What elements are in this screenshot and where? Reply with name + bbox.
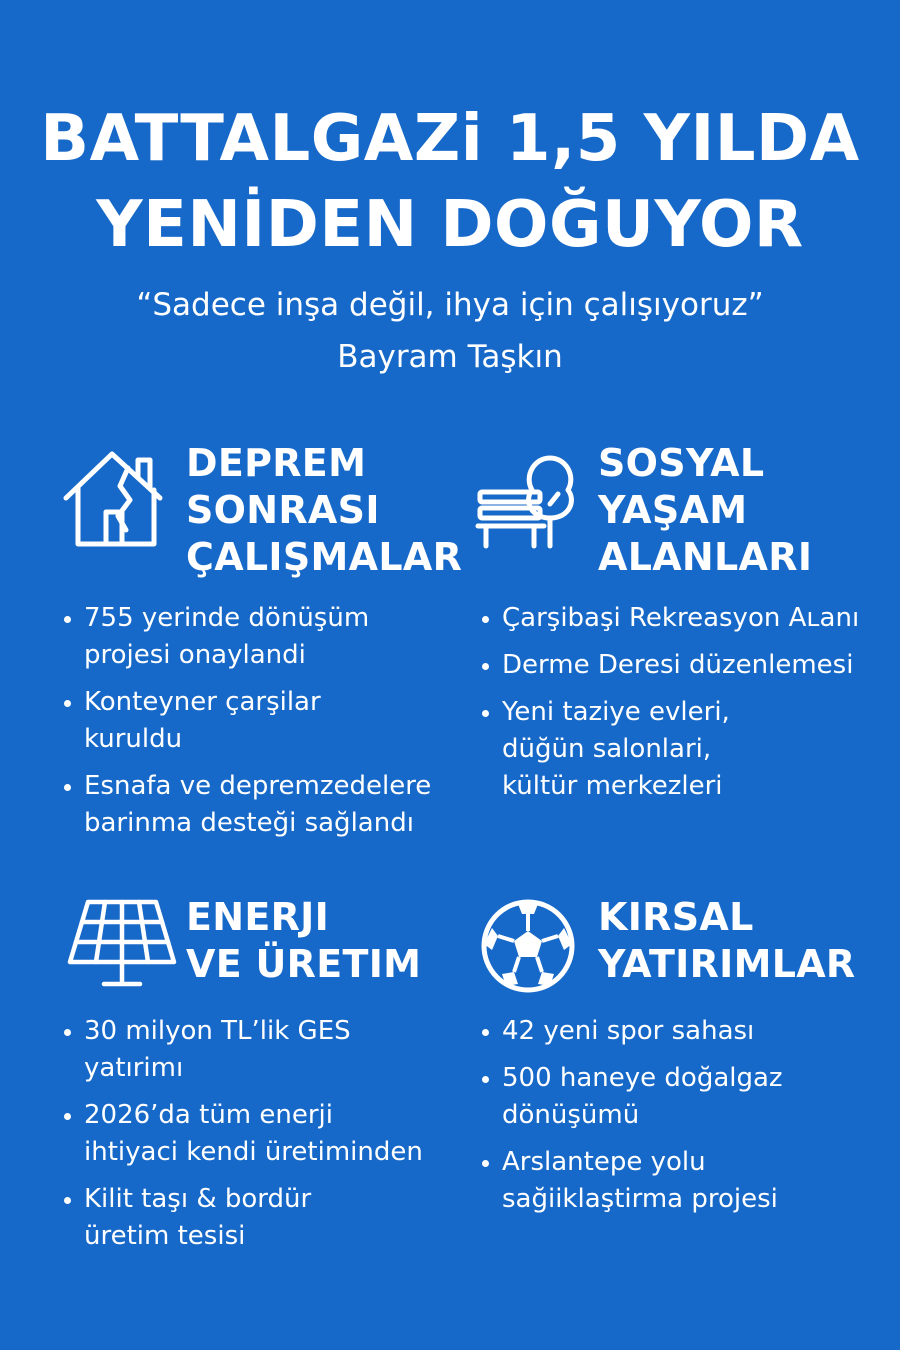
list-item: Kilit taşı & bordür üretim tesisi — [62, 1181, 423, 1255]
section-sosyal-heading: SOSYAL YAŞAM ALANLARI — [598, 441, 813, 579]
soccer-ball-icon — [480, 898, 576, 994]
list-item: Esnafa ve depremzedelere barinma desteği sağlandı — [62, 768, 431, 842]
list-item: Yeni taziye evleri, düğün salonlari, kültür merkezleri — [480, 694, 859, 805]
section-kirsal-heading: KIRSAL YATIRIMLAR — [598, 895, 856, 986]
section-kirsal-list — [480, 1013, 783, 1228]
list-item: 30 milyon TL’lik GES yatırimı — [62, 1013, 423, 1087]
list-item: Derme Deresi düzenlemesi — [480, 647, 859, 684]
section-sosyal-list — [480, 600, 859, 815]
section-deprem-list — [62, 600, 431, 852]
cracked-house-icon — [62, 446, 168, 550]
list-item: 42 yeni spor sahası — [480, 1013, 783, 1050]
list-item: 2026’da tüm enerji ihtiyaci kendi üretiminden — [62, 1097, 423, 1171]
section-deprem-heading: DEPREM SONRASI ÇALIŞMALAR — [186, 441, 463, 579]
page-title-line-2: YENİDEN DOĞUYOR — [96, 188, 804, 262]
list-item: Arslantepe yolu sağiiklaştirma projesi — [480, 1144, 783, 1218]
solar-panel-icon — [66, 898, 178, 990]
list-item: 500 haneye doğalgaz dönüşümü — [480, 1060, 783, 1134]
quote-text: “Sadece inşa değil, ihya için çalışıyoruz” — [136, 287, 764, 323]
section-enerji-list — [62, 1013, 423, 1265]
page-title-line-1: BATTALGAZi 1,5 YILDA — [40, 102, 860, 176]
list-item: Konteyner çarşilar kuruldu — [62, 684, 431, 758]
quote-author: Bayram Taşkın — [337, 339, 563, 375]
list-item: Çarşibaşi Rekreasyon Aʟanı — [480, 600, 859, 637]
section-enerji-heading: ENERJI VE ÜRETIM — [186, 895, 422, 986]
park-bench-tree-icon — [474, 446, 582, 550]
list-item: 755 yerinde dönüşüm projesi onaylandi — [62, 600, 431, 674]
